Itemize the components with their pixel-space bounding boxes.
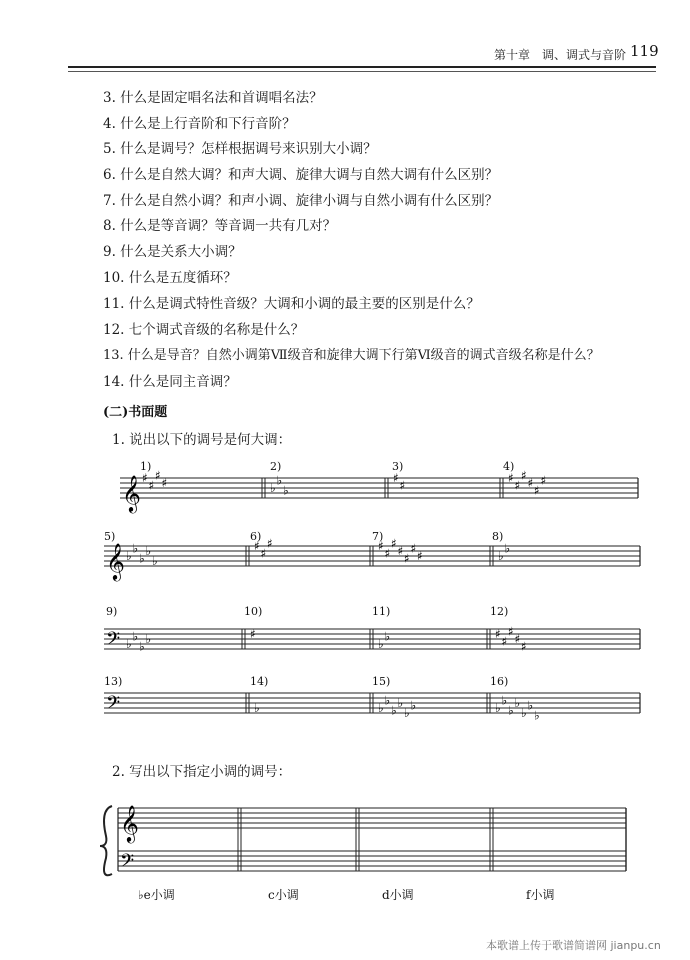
treble-clef-icon: 𝄞 (122, 474, 141, 512)
exercise-label: 15) (372, 675, 391, 688)
question-6: 6. 什么是自然大调？和声大调、旋律大调与自然大调有什么区别？ (103, 167, 499, 183)
exercise-label: 13) (104, 675, 123, 688)
flat-icon: ♭ (378, 701, 384, 715)
flat-icon: ♭ (534, 708, 540, 723)
footer-watermark: 本歌谱上传于歌谱简谱网 jianpu.cn (486, 939, 661, 952)
flat-icon: ♭ (254, 701, 260, 715)
sharp-icon: ♯ (417, 549, 423, 563)
sharp-icon: ♯ (410, 541, 417, 556)
key-label-4: f小调 (526, 888, 555, 902)
flat-icon: ♭ (152, 554, 158, 568)
staff-row-3 (104, 605, 640, 654)
bass-clef-icon: 𝄢 (120, 851, 135, 876)
flat-icon: ♭ (126, 549, 132, 563)
flat-icon: ♭ (397, 696, 404, 710)
flat-icon: ♭ (495, 701, 501, 715)
sharp-icon: ♯ (521, 468, 527, 483)
exercise-label: 1) (140, 460, 152, 473)
flat-icon: ♭ (139, 551, 145, 566)
treble-clef-icon: 𝄞 (106, 542, 125, 580)
flat-icon: ♭ (521, 706, 527, 720)
key-label-2: c小调 (268, 888, 299, 902)
sharp-icon: ♯ (514, 478, 521, 493)
sharp-icon: ♯ (384, 546, 391, 561)
exercise-label: 4) (503, 460, 515, 473)
exercise-label: 9) (106, 605, 118, 618)
exercise-label: 14) (250, 675, 269, 688)
exercise1-prompt: 1. 说出以下的调号是何大调： (112, 432, 292, 448)
sharp-icon: ♯ (260, 546, 267, 561)
bass-clef-icon: 𝄢 (106, 693, 121, 718)
flat-icon: ♭ (145, 544, 152, 558)
sharp-icon: ♯ (267, 536, 273, 551)
sharp-icon: ♯ (148, 478, 155, 493)
sharp-icon: ♯ (399, 478, 406, 493)
sharp-icon: ♯ (501, 634, 508, 649)
question-11: 11. 什么是调式特性音级？大调和小调的最主要的区别是什么？ (103, 296, 480, 312)
header-chapter: 第十章 调、调式与音阶 (494, 48, 627, 62)
flat-icon: ♭ (139, 639, 145, 654)
question-5: 5. 什么是调号？怎样根据调号来识别大小调？ (103, 141, 377, 157)
bass-clef-icon: 𝄢 (106, 629, 121, 654)
brace-icon (100, 806, 112, 875)
question-8: 8. 什么是等音调？等音调一共有几对？ (103, 218, 337, 234)
sharp-icon: ♯ (161, 476, 168, 490)
flat-icon: ♭ (504, 541, 511, 556)
flat-icon: ♭ (132, 541, 139, 556)
sharp-icon: ♯ (521, 639, 527, 654)
flat-icon: ♭ (501, 693, 508, 708)
flat-icon: ♭ (270, 481, 276, 495)
staff-row-4 (104, 675, 640, 723)
sharp-icon: ♯ (250, 627, 256, 641)
exercise-label: 10) (244, 605, 263, 618)
flat-icon: ♭ (410, 698, 417, 713)
treble-clef-icon: 𝄞 (120, 804, 139, 842)
sharp-icon: ♯ (514, 632, 521, 646)
exercise-label: 3) (392, 460, 404, 473)
flat-icon: ♭ (391, 703, 397, 718)
exercise-label: 11) (372, 605, 391, 618)
sharp-icon: ♯ (508, 624, 514, 639)
flat-icon: ♭ (514, 696, 521, 710)
staff-row-1 (120, 460, 638, 513)
exercise-label: 7) (372, 530, 384, 543)
exercise-label: 8) (492, 530, 504, 543)
sharp-icon: ♯ (155, 468, 161, 483)
question-4: 4. 什么是上行音阶和下行音阶？ (103, 116, 296, 132)
exercise-label: 2) (270, 460, 282, 473)
sharp-icon: ♯ (527, 476, 534, 490)
sharp-icon: ♯ (404, 551, 410, 566)
sharp-icon: ♯ (391, 536, 397, 551)
sharp-icon: ♯ (508, 471, 514, 485)
flat-icon: ♭ (404, 706, 410, 720)
exercise-label: 6) (250, 530, 262, 543)
sharp-icon: ♯ (495, 627, 501, 641)
flat-icon: ♭ (384, 629, 391, 644)
sharp-icon: ♯ (378, 539, 384, 553)
flat-icon: ♭ (498, 549, 504, 563)
sharp-icon: ♯ (254, 539, 260, 553)
page-number: 119 (630, 42, 659, 60)
question-3: 3. 什么是固定唱名法和首调唱名法？ (103, 90, 323, 106)
flat-icon: ♭ (384, 693, 391, 708)
question-12: 12. 七个调式音级的名称是什么？ (103, 322, 305, 338)
exercise-label: 16) (490, 675, 509, 688)
flat-icon: ♭ (132, 629, 139, 644)
question-9: 9. 什么是关系大小调？ (103, 244, 242, 260)
flat-icon: ♭ (527, 698, 534, 713)
grand-staff (100, 804, 626, 876)
question-13: 13. 什么是导音？自然小调第Ⅶ级音和旋律大调下行第Ⅵ级音的调式音级名称是什么？ (103, 348, 600, 363)
sharp-icon: ♯ (397, 544, 404, 558)
flat-icon: ♭ (508, 703, 514, 718)
staff-row-2 (104, 530, 640, 581)
question-7: 7. 什么是自然小调？和声小调、旋律小调与自然小调有什么区别？ (103, 193, 499, 209)
exercise-label: 5) (104, 530, 116, 543)
key-label-3: d小调 (382, 888, 414, 902)
question-10: 10. 什么是五度循环？ (103, 270, 237, 286)
flat-icon: ♭ (145, 632, 152, 646)
key-label-1: ♭e小调 (138, 888, 175, 902)
exercise2-prompt: 2. 写出以下指定小调的调号： (112, 764, 292, 780)
sharp-icon: ♯ (534, 483, 540, 498)
sharp-icon: ♯ (393, 471, 399, 485)
sharp-icon: ♯ (540, 473, 547, 488)
question-14: 14. 什么是同主音调？ (103, 374, 237, 390)
section-title: (二)书面题 (103, 405, 168, 420)
flat-icon: ♭ (283, 483, 289, 498)
flat-icon: ♭ (378, 637, 384, 651)
flat-icon: ♭ (126, 637, 132, 651)
sharp-icon: ♯ (142, 471, 148, 485)
exercise-label: 12) (490, 605, 509, 618)
flat-icon: ♭ (276, 473, 283, 488)
